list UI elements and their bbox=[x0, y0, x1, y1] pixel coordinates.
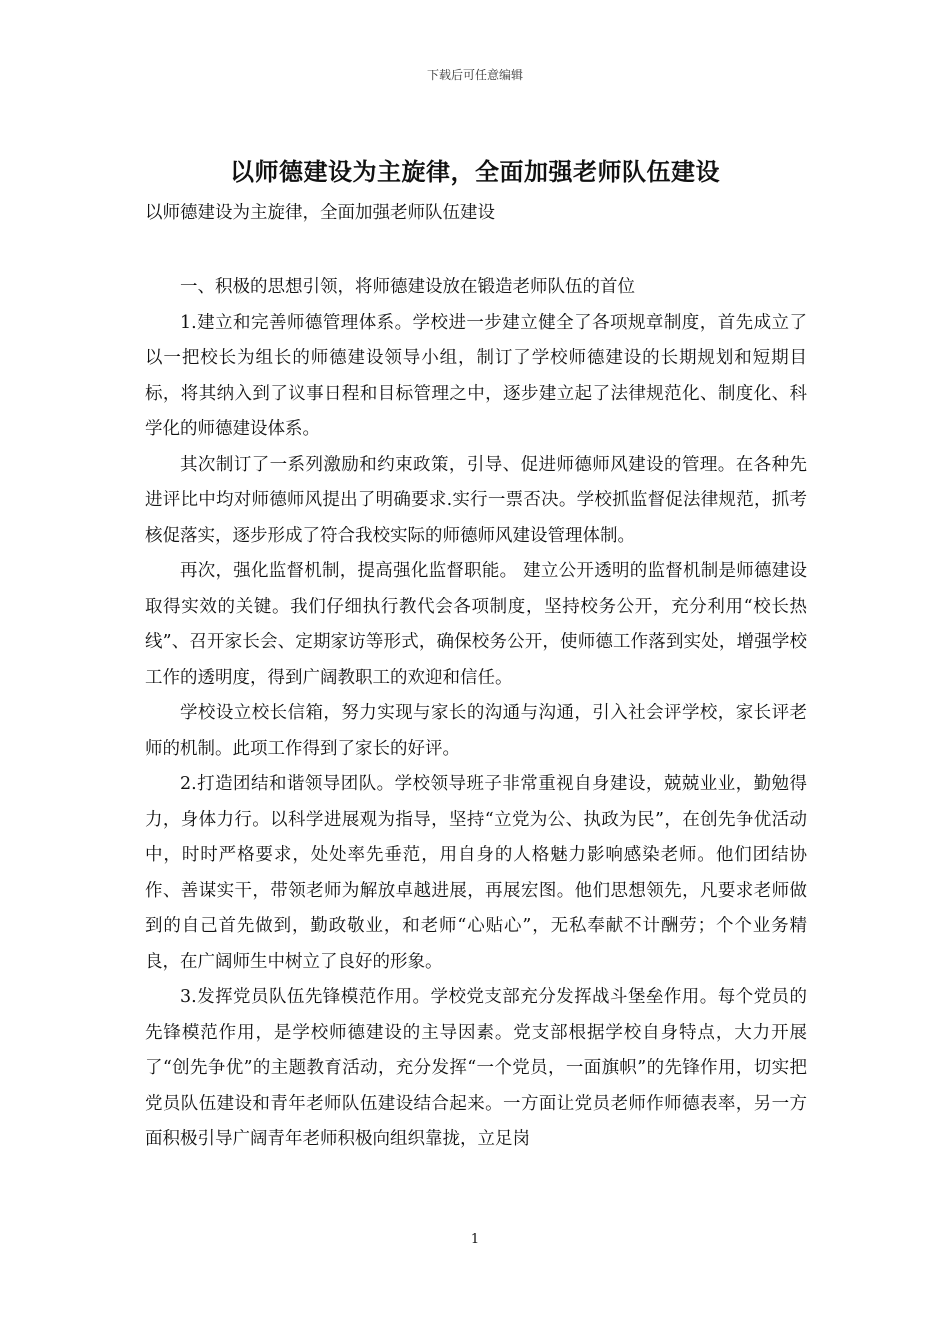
page-number: 1 bbox=[470, 1232, 480, 1247]
body-paragraph: 3.发挥党员队伍先锋模范作用。学校党支部充分发挥战斗堡垒作用。每个党员的先锋模范作用，是学校师德建设的主导因素。党支部根据学校自身特点，大力开展了“创先争优”的主题教育活动，充分发挥“一个党员，一面旗帜”的先锋作用，切实把党员队伍建设和青年老师队伍建设结合起来。一方面让党员老师作师德表率，另一方面积极引导广阔青年老师积极向组织靠拢，立足岗 bbox=[145, 987, 807, 1149]
document-title: 以师德建设为主旋律，全面加强老师队伍建设 bbox=[230, 157, 720, 186]
section-heading: 一、积极的思想引领，将师德建设放在锻造老师队伍的首位 bbox=[180, 277, 635, 297]
document-subtitle: 以师德建设为主旋律，全面加强老师队伍建设 bbox=[145, 203, 495, 223]
body-paragraph: 其次制订了一系列激励和约束政策，引导、促进师德师风建设的管理。在各种先进评比中均对师德师风提出了明确要求.实行一票否决。学校抓监督促法律规范，抓考核促落实，逐步形成了符合我校实际的师德师风建设管理体制。 bbox=[145, 454, 807, 546]
header-note: 下载后可任意编辑 bbox=[426, 68, 523, 82]
document-body bbox=[145, 270, 807, 1158]
body-paragraph: 学校设立校长信箱，努力实现与家长的沟通与沟通，引入社会评学校，家长评老师的机制。此项工作得到了家长的好评。 bbox=[145, 703, 807, 759]
body-paragraph: 1.建立和完善师德管理体系。学校进一步建立健全了各项规章制度，首先成立了以一把校长为组长的师德建设领导小组，制订了学校师德建设的长期规划和短期目标，将其纳入到了议事日程和目标管理之中，逐步建立起了法律规范化、制度化、科学化的师德建设体系。 bbox=[145, 312, 807, 439]
body-paragraph: 2.打造团结和谐领导团队。学校领导班子非常重视自身建设，兢兢业业，勤勉得力，身体力行。以科学进展观为指导，坚持“立党为公、执政为民”，在创先争优活动中，时时严格要求，处处率先垂范，用自身的人格魅力影响感染老师。他们团结协作、善谋实干，带领老师为解放卓越进展，再展宏图。他们思想领先，凡要求老师做到的自己首先做到，勤政敬业，和老师“心贴心”，无私奉献不计酬劳；个个业务精良，在广阔师生中树立了良好的形象。 bbox=[145, 774, 807, 972]
body-paragraph: 再次，强化监督机制，提高强化监督职能。 建立公开透明的监督机制是师德建设取得实效的关键。我们仔细执行教代会各项制度，坚持校务公开，充分利用“校长热线”、召开家长会、定期家访等形式，确保校务公开，使师德工作落到实处，增强学校工作的透明度，得到广阔教职工的欢迎和信任。 bbox=[145, 561, 807, 688]
